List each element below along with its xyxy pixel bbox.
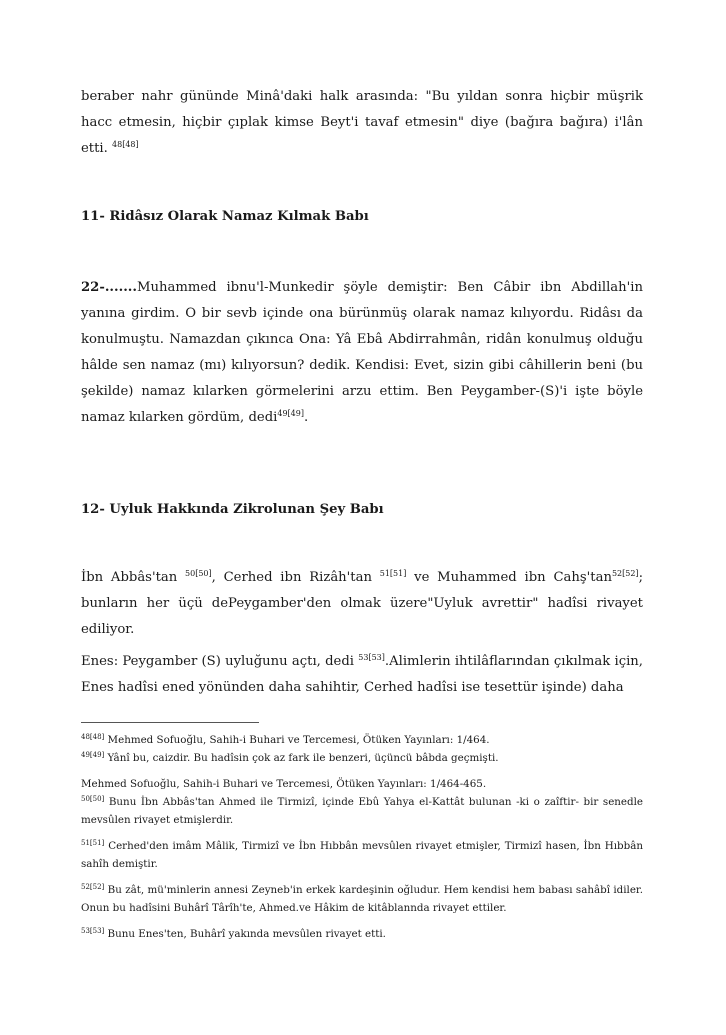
footnote-52: $^{52[52]}$ Bu zât, mü'minlerin annesi Zeyneb'in erkek kardeşinin oğludur. Hem kendisi hem babası sahâbî idiler. Onun bu hadîsini Buhârî Târîh'te, Ahmed.ve Hâkim de kitâblannda rivayet ettiler. <box>81 883 643 914</box>
document-body <box>81 84 643 701</box>
footnotes <box>81 731 643 943</box>
hadith-number: 22-....... <box>81 280 137 295</box>
footnote-ref-53[interactable]: 53[53] <box>358 653 385 662</box>
paragraph-hadith-22: 22-.......Muhammed ibnu'l-Munkedir şöyle demiştir: Ben Câbir ibn Abdillah'in yanına girdim. O bir sevb içinde ona bürünmüş olarak namaz kılıyordu. Ridâsı da konulmuştu. Namazdan çıkınca Ona: Yâ Ebâ Abdirrahmân, ridân konulmuş olduğu hâlde sen namaz (mı) kılıyorsun? dedik. Kendisi: Evet, sizin gibi câhillerin beni (bu şekilde) namaz kılarken görmelerini arzu ettim. Ben Peygamber-(S)'i işte böyle namaz kılarken gördüm, dedi$^{49[49]}$. <box>81 280 643 425</box>
footnote-ref-52[interactable]: 52[52] <box>611 569 639 578</box>
footnote-ref-50[interactable]: 50[50] <box>185 569 212 578</box>
footnote-53: $^{53[53]}$ Bunu Enes'ten, Buhârî yakında mevsûlen rivayet etti. <box>81 927 386 940</box>
paragraph-thigh-narrations: İbn Abbâs'tan $^{50[50]}$, Cerhed ibn Rizâh'tan $^{51[51]}$ ve Muhammed ibn $Cahş'\tan^{52[52]}$; bunların her üçü dePeygamber'den olmak üzere"Uyluk avrettir" hadîsi rivayet ediliyor. <box>81 569 644 637</box>
footnote-ref-48[interactable]: 48[48] <box>112 140 139 149</box>
paragraph-enes: Enes: Peygamber (S) uyluğunu açtı, dedi $^{53[53]}$.Alimlerin ihtilâflarından çıkılmak için, Enes hadîsi ened yönünden daha sahihtir, Cerhed hadîsi ise tesettür işinde) daha <box>81 653 643 695</box>
footnote-51: $^{51[51]}$ Cerhed'den imâm Mâlik, Tirmizî ve İbn Hıbbân mevsûlen rivayet etmişler, Tirmizî hasen, İbn Hıbbân sahîh demiştir. <box>81 839 643 870</box>
footnote-50: $^{50[50]}$ Bunu İbn Abbâs'tan Ahmed ile Tirmizî, içinde Ebû Yahya el-Kattât bulunan -ki o zaîftir- bir senedle mevsûlen rivayet etmişlerdir. <box>81 795 643 826</box>
section-heading-11: 11- Ridâsız Olarak Namaz Kılmak Babı <box>81 209 369 224</box>
footnote-divider <box>81 722 259 723</box>
footnote-48: $^{48[48]}$ Mehmed Sofuoğlu, Sahih-i Buhari ve Tercemesi, Ötüken Yayınları: 1/464. <box>81 733 490 746</box>
footnote-49: $^{49[49]}$ Yânî bu, caizdir. Bu hadîsin çok az fark ile benzeri, üçüncü bâbda geçmişti. <box>81 751 499 764</box>
paragraph-intro: beraber nahr gününde Minâ'daki halk arasında: "Bu yıldan sonra hiçbir müşrik hacc etmesin, hiçbir çıplak kimse Beyt'i tavaf etmesin" diye (bağıra bağıra) i'lân etti. $^{48[48]}$ <box>81 89 643 156</box>
footnote-ref-49[interactable]: 49[49] <box>277 409 304 418</box>
footnote-ref-51[interactable]: 51[51] <box>379 569 407 578</box>
footnote-49-continued: Mehmed Sofuoğlu, Sahih-i Buhari ve Tercemesi, Ötüken Yayınları: 1/464-465. <box>81 778 487 790</box>
section-heading-12: 12- Uyluk Hakkında Zikrolunan Şey Babı <box>81 502 384 517</box>
